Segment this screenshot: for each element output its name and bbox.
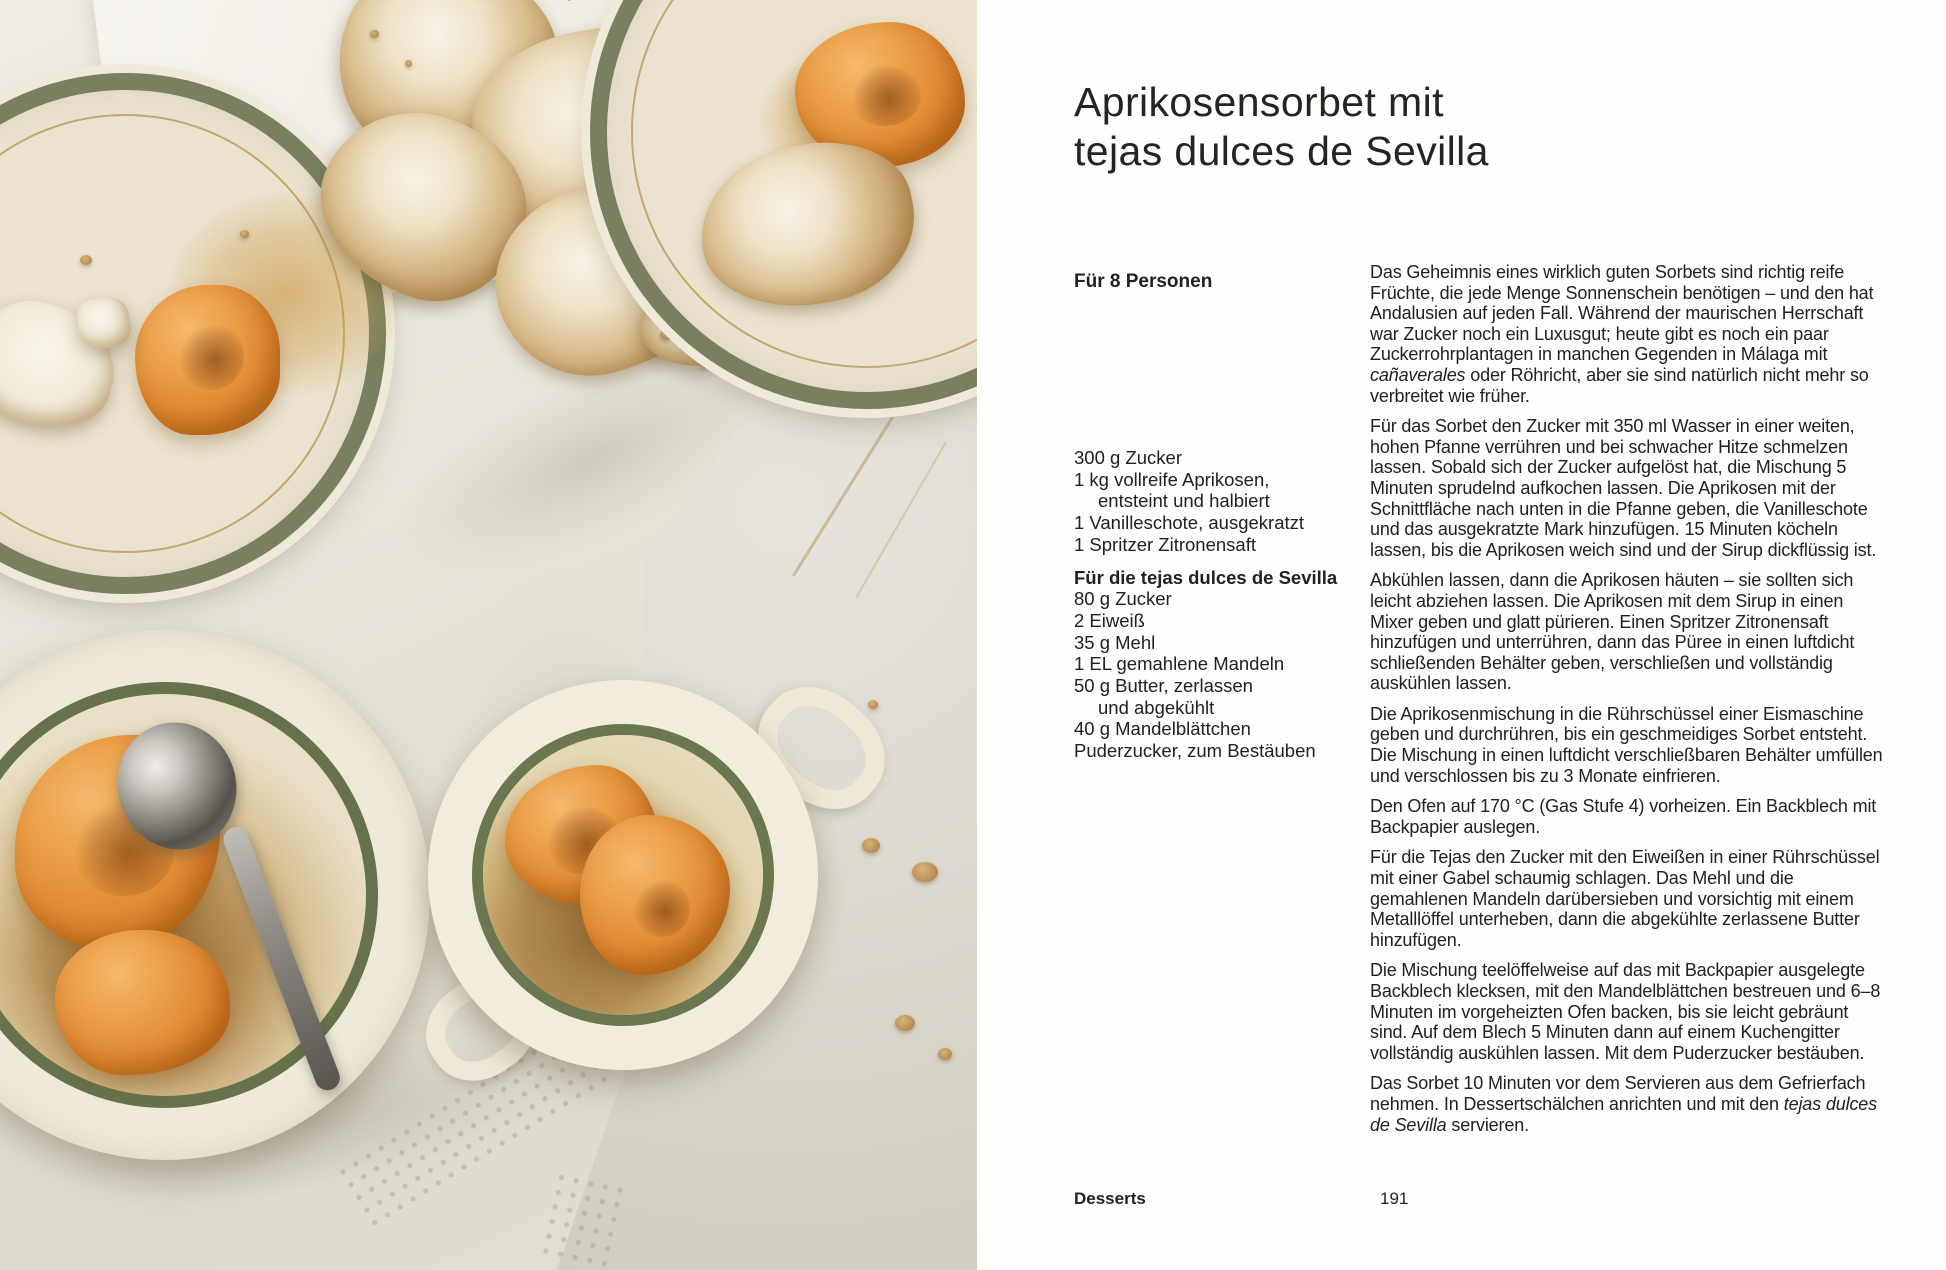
ingredient-line: 80 g Zucker: [1074, 588, 1172, 610]
crumb: [895, 1015, 915, 1031]
method-paragraph: Die Aprikosenmischung in die Rührschüssel einer Eismaschine geben und durchrühren, bis ein geschmeidiges Sorbet entsteht. Die Mischung in einen luftdicht verschließbaren Behälter umfüllen und verschlossen bis zu 3 Monate einfrieren.: [1370, 703, 1883, 786]
method-text: [1370, 262, 1886, 1145]
ingredient-line: entsteint und halbiert: [1098, 490, 1270, 512]
tejas-heading: Für die tejas dulces de Sevilla: [1074, 566, 1338, 588]
method-paragraph: Die Mischung teelöffelweise auf das mit Backpapier ausgelegte Backblech klecksen, mit den Mandelblättchen bestreuen und 6–8 Minuten im vorgeheizten Ofen backen, bis sie leicht gebräunt sind. Auf dem Blech 5 Minuten dann auf einem Kuchengitter vollständig auskühlen lassen. Mit dem Puderzucker bestäuben.: [1370, 960, 1881, 1063]
method-paragraph: Das Geheimnis eines wirklich guten Sorbets sind richtig reife Früchte, die jede Menge Sonnenschein benötigen – und den hat Andalusien auf jeden Fall. Während der maurischen Herrschaft war Zucker noch ein Luxusgut; heute gibt es noch ein paar Zuckerrohrplantagen in manchen Gegenden in Málaga mit cañaverales oder Röhricht, aber sie sind natürlich nicht mehr so verbreitet wie früher.: [1370, 262, 1874, 406]
crumb: [80, 255, 92, 265]
sorbet-swirl: [849, 66, 920, 127]
crumb: [370, 30, 379, 38]
ingredient-line: 1 Spritzer Zitronensaft: [1074, 533, 1256, 555]
ingredient-line: 40 g Mandelblättchen: [1074, 718, 1251, 740]
recipe-title-line1: Aprikosensorbet mit: [1074, 79, 1444, 125]
sorbet-scoop: [135, 285, 280, 435]
crumb: [938, 1048, 952, 1060]
recipe-page: [977, 0, 1946, 1270]
sorbet-scoop: [55, 930, 230, 1075]
crumb: [700, 360, 709, 368]
recipe-title-line2: tejas dulces de Sevilla: [1074, 128, 1489, 174]
ingredient-line: 1 Vanilleschote, ausgekratzt: [1074, 512, 1305, 534]
ingredients-section: [1074, 447, 1379, 762]
ingredient-line: 35 g Mehl: [1074, 631, 1156, 653]
crumb: [912, 862, 938, 882]
ingredient-line: 2 Eiweiß: [1074, 609, 1145, 631]
method-paragraph: Für die Tejas den Zucker mit den Eiweißen in einer Rührschüssel mit einer Gabel schaumig schlagen. Das Mehl und die gemahlenen Mandeln darübersieben und vorsichtig mit einem Metalllöffel unterheben, dann die abgekühlte zerlassene Butter hinzufügen.: [1370, 847, 1880, 950]
crumb: [862, 838, 880, 853]
crumb: [405, 60, 412, 67]
method-paragraph: Das Sorbet 10 Minuten vor dem Servieren aus dem Gefrierfach nehmen. In Dessertschälchen anrichten und mit den tejas dulces de Sevilla servieren.: [1370, 1073, 1878, 1135]
ingredient-line: Puderzucker, zum Bestäuben: [1074, 740, 1316, 762]
recipe-title: [1074, 78, 1489, 176]
crumb: [660, 330, 672, 340]
method-paragraph: Für das Sorbet den Zucker mit 350 ml Wasser in einer weiten, hohen Pfanne verrühren und bei schwacher Hitze schmelzen lassen. Sobald sich der Zucker aufgelöst hat, die Mischung 5 Minuten sprudelnd aufkochen lassen. Die Aprikosen mit der Schnittfläche nach unten in die Pfanne geben, die Vanilleschote und das ausgekratzte Mark hinzufügen. 15 Minuten köcheln lassen, bis die Aprikosen weich sind und der Sirup dickflüssig ist.: [1370, 416, 1877, 560]
serving-info: Für 8 Personen: [1074, 271, 1213, 292]
ingredient-line: 300 g Zucker: [1074, 447, 1182, 468]
ingredient-line: und abgekühlt: [1098, 696, 1215, 718]
footer-page-number: 191: [1380, 1189, 1409, 1208]
ingredients-sorbet-list: [1074, 447, 1379, 556]
crumb: [868, 700, 878, 709]
footer-section-label: Desserts: [1074, 1189, 1146, 1208]
ingredient-line: 1 EL gemahlene Mandeln: [1074, 653, 1285, 675]
method-paragraph: Den Ofen auf 170 °C (Gas Stufe 4) vorheizen. Ein Backblech mit Backpapier auslegen.: [1370, 796, 1877, 837]
sorbet-swirl: [633, 879, 690, 937]
ingredient-line: 1 kg vollreife Aprikosen,: [1074, 468, 1270, 490]
method-paragraph: Abkühlen lassen, dann die Aprikosen häuten – sie sollten sich leicht abziehen lassen. Die Aprikosen mit dem Sirup in einen Mixer geben und glatt pürieren. Einen Spritzer Zitronensaft hinzufügen und unterrühren, dann das Püree in einen luftdicht schließenden Behälter geben, verschließen und vollständig auskühlen lassen.: [1370, 570, 1855, 694]
sorbet-swirl: [179, 323, 244, 391]
ingredients-tejas-list: [1074, 588, 1379, 762]
crumb: [240, 230, 249, 238]
ingredient-line: 50 g Butter, zerlassen: [1074, 675, 1253, 697]
